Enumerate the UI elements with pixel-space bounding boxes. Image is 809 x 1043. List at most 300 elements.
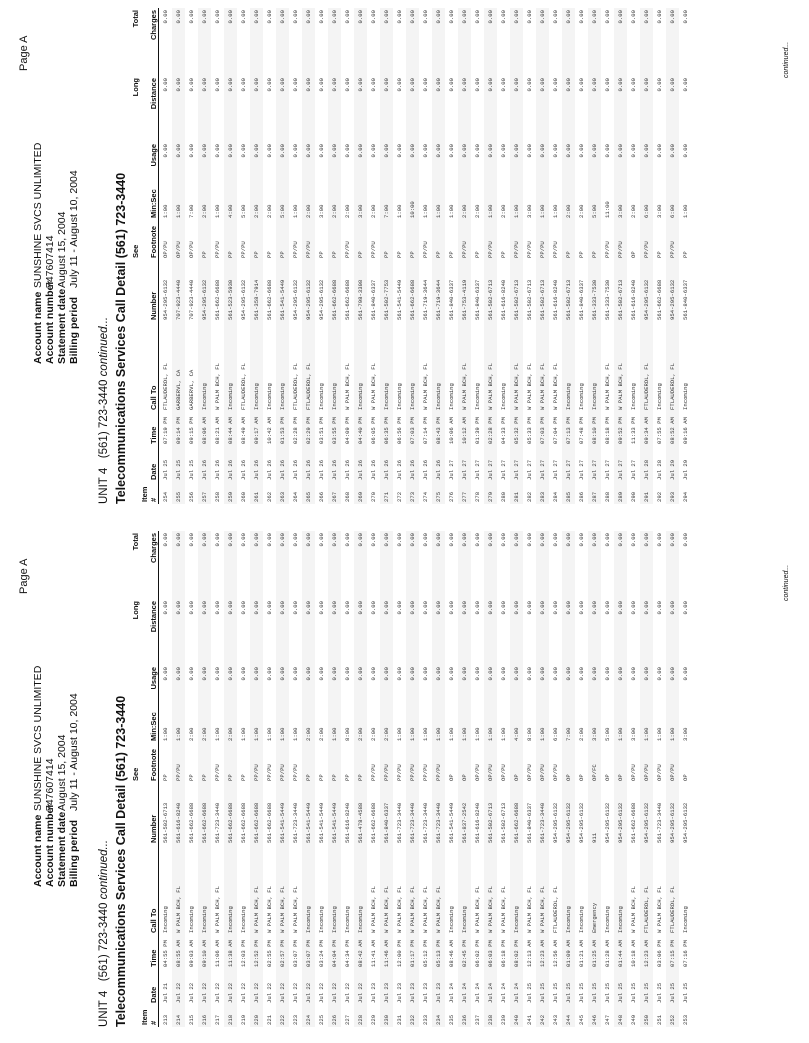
cell-number: 561-840-6337 — [682, 279, 689, 320]
cell-time: 07:48 PM — [578, 417, 585, 444]
cell-min-sec: 7:00 — [380, 184, 393, 220]
table-row — [406, 8, 419, 504]
cell-item: 232 — [406, 1005, 419, 1027]
cell-number: 954-295-6132 — [666, 783, 679, 845]
cell-date: Jul 25 — [536, 969, 549, 1005]
cell-number: 561-662-6688 — [198, 783, 211, 845]
table-row — [289, 531, 302, 1027]
cell-min-sec: 1:00 — [422, 727, 429, 741]
unit-line: (561) 723-3440 — [98, 379, 110, 459]
cell-number: 561-723-3440 — [656, 802, 663, 843]
cell-time: 10:06 AM — [448, 417, 455, 444]
cell-min-sec: 1:00 — [474, 727, 481, 741]
cell-min-sec: 1:00 — [214, 204, 221, 218]
cell-footnote: PP/PU — [536, 220, 549, 260]
cell-item: 273 — [406, 482, 419, 504]
cell-time: 09:03 AM — [188, 940, 195, 967]
cell-time: 05:12 PM — [422, 940, 429, 967]
cell-min-sec: 2:00 — [224, 707, 237, 743]
cell-min-sec: 2:00 — [354, 707, 367, 743]
account-name: SUNSHINE SVCS UNLIMITED — [32, 142, 44, 288]
header-usage: Usage — [140, 665, 159, 707]
call-rows — [159, 8, 693, 504]
cell-item: 275 — [432, 482, 445, 504]
cell-time: 08:21 AM — [214, 417, 221, 444]
table-row — [198, 8, 211, 504]
cell-call-to: W PALM BCH, FL — [422, 363, 429, 410]
cell-usage: 0.00 — [432, 142, 445, 184]
cell-number: 954-295-6132 — [318, 279, 325, 320]
cell-min-sec: 1:00 — [266, 727, 273, 741]
cell-date: Jul 27 — [588, 446, 601, 482]
cell-time: 11:46 AM — [380, 935, 393, 969]
cell-item: 239 — [500, 1014, 507, 1025]
cell-long-distance: 0.00 — [188, 78, 195, 92]
cell-number: 561-662-6688 — [328, 260, 341, 322]
cell-time: 06:56 PM — [396, 417, 403, 444]
cell-date: Jul 25 — [562, 969, 575, 1005]
cell-date: Jul 26 — [328, 446, 341, 482]
cell-footnote: OP — [630, 251, 637, 258]
cell-item: 253 — [682, 1014, 689, 1025]
cell-min-sec: 1:00 — [458, 707, 471, 743]
cell-total-charges: 0.00 — [484, 531, 497, 599]
cell-min-sec: 5:00 — [588, 184, 601, 220]
cell-long-distance: 0.00 — [198, 599, 211, 665]
cell-min-sec: 1:00 — [536, 707, 549, 743]
cell-usage: 0.00 — [224, 665, 237, 707]
cell-call-to: W PALM BCH, FL — [344, 363, 351, 410]
account-info — [32, 143, 80, 364]
cell-item: 233 — [422, 1014, 429, 1025]
cell-number: 561-662-6688 — [656, 279, 663, 320]
cell-call-to: Incoming — [656, 383, 663, 410]
cell-number: 707-923-4440 — [188, 279, 195, 320]
cell-min-sec: 1:00 — [172, 184, 185, 220]
table-row — [471, 8, 484, 504]
cell-date: Jul 26 — [292, 459, 299, 480]
cell-number: 561-502-6713 — [510, 260, 523, 322]
cell-date: Jul 25 — [614, 969, 627, 1005]
cell-time: 01:21 AM — [578, 940, 585, 967]
cell-time: 06:35 PM — [380, 412, 393, 446]
cell-time: 09:52 PM — [614, 412, 627, 446]
cell-min-sec: 6:00 — [666, 184, 679, 220]
cell-date: Jul 26 — [250, 446, 263, 482]
cell-total-charges: 0.00 — [344, 10, 351, 24]
cell-usage: 0.00 — [406, 142, 419, 184]
cell-number: 561-723-3440 — [292, 802, 299, 843]
cell-total-charges: 0.00 — [500, 10, 507, 24]
cell-total-charges: 0.00 — [630, 10, 637, 24]
cell-long-distance: 0.00 — [344, 601, 351, 615]
cell-min-sec: 1:00 — [432, 707, 445, 743]
cell-long-distance: 0.00 — [432, 76, 445, 142]
cell-usage: 0.00 — [510, 665, 523, 707]
account-number: 747607414 — [44, 235, 56, 288]
cell-number: 561-333-7530 — [604, 279, 611, 320]
cell-call-to: Incoming — [250, 322, 263, 412]
cell-date: Jul 24 — [500, 982, 507, 1003]
cell-date: Jul 27 — [630, 459, 637, 480]
cell-total-charges: 0.00 — [526, 533, 533, 547]
cell-long-distance: 0.00 — [172, 599, 185, 665]
cell-footnote: PP/PU — [432, 743, 445, 783]
cell-time: 08:46 AM — [448, 940, 455, 967]
cell-min-sec: 3:00 — [526, 204, 533, 218]
table-row — [640, 531, 653, 1027]
cell-footnote: OP/FC — [588, 743, 601, 783]
cell-call-to: W PALM BCH, FL — [370, 363, 377, 410]
cell-min-sec: 2:00 — [302, 184, 315, 220]
cell-call-to: W PALM BCH, FL — [370, 886, 377, 933]
cell-long-distance: 0.00 — [302, 76, 315, 142]
cell-item: 285 — [562, 482, 575, 504]
cell-call-to: Incoming — [682, 383, 689, 410]
cell-date: Jul 26 — [224, 446, 237, 482]
cell-min-sec: 1:00 — [448, 727, 455, 741]
table-row — [302, 531, 315, 1027]
cell-total-charges: 0.00 — [448, 533, 455, 547]
cell-call-to: Incoming — [604, 906, 611, 933]
cell-call-to: Incoming — [344, 906, 351, 933]
cell-date: Jul 27 — [552, 459, 559, 480]
table-row — [666, 531, 679, 1027]
cell-number: 561-723-3440 — [422, 802, 429, 843]
table-row — [159, 8, 173, 504]
cell-call-to: Incoming — [224, 845, 237, 935]
cell-item: 282 — [526, 491, 533, 502]
cell-usage: 0.00 — [614, 142, 627, 184]
cell-long-distance: 0.00 — [276, 76, 289, 142]
cell-min-sec: 2:00 — [198, 184, 211, 220]
cell-date: Jul 27 — [484, 446, 497, 482]
cell-date: Jul 27 — [604, 459, 611, 480]
cell-min-sec: 3:00 — [588, 707, 601, 743]
cell-total-charges: 0.00 — [458, 8, 471, 76]
cell-date: Jul 26 — [198, 446, 211, 482]
cell-total-charges: 0.00 — [380, 531, 393, 599]
cell-date: Jul 22 — [188, 982, 195, 1003]
cell-number: 561-523-5930 — [224, 260, 237, 322]
cell-total-charges: 0.00 — [500, 533, 507, 547]
cell-total-charges: 0.00 — [240, 533, 247, 547]
cell-time: 05:33 PM — [526, 417, 533, 444]
table-row — [250, 8, 263, 504]
billing-period-label: Billing period — [68, 296, 80, 364]
table-row — [640, 8, 653, 504]
cell-long-distance: 0.00 — [266, 78, 273, 92]
cell-footnote: PP — [250, 220, 263, 260]
cell-long-distance: 0.00 — [292, 78, 299, 92]
cell-date: Jul 24 — [448, 982, 455, 1003]
cell-time: 01:17 PM — [406, 935, 419, 969]
cell-date: Jul 23 — [406, 969, 419, 1005]
cell-call-to: Incoming — [474, 383, 481, 410]
cell-time: 10:12 AM — [458, 412, 471, 446]
table-row — [263, 8, 276, 504]
table-row — [172, 531, 185, 1027]
cell-usage: 0.00 — [380, 665, 393, 707]
cell-usage: 0.00 — [474, 667, 481, 681]
billing-period-label: Billing period — [68, 819, 80, 887]
cell-time: 07:03 PM — [536, 412, 549, 446]
cell-date: Jul 23 — [380, 969, 393, 1005]
cell-usage: 0.00 — [526, 667, 533, 681]
cell-min-sec: 1:00 — [656, 727, 663, 741]
cell-item: 242 — [536, 1005, 549, 1027]
cell-footnote: OP/PU — [526, 764, 533, 781]
cell-number: 561-662-6688 — [240, 802, 247, 843]
cell-long-distance: 0.00 — [474, 601, 481, 615]
cell-min-sec: 2:00 — [578, 727, 585, 741]
cell-date: Jul 26 — [370, 459, 377, 480]
cell-footnote: PP — [432, 220, 445, 260]
cell-usage: 0.00 — [630, 144, 637, 158]
table-row — [497, 8, 510, 504]
cell-number: 561-541-5449 — [302, 783, 315, 845]
cell-footnote: PP — [276, 220, 289, 260]
cell-date: Jul 26 — [396, 459, 403, 480]
cell-call-to: Incoming — [302, 845, 315, 935]
cell-footnote: PP — [224, 220, 237, 260]
table-row — [185, 8, 198, 504]
cell-min-sec: 8:00 — [526, 727, 533, 741]
table-row — [562, 8, 575, 504]
header-see: See — [131, 244, 140, 258]
cell-long-distance: 0.00 — [266, 601, 273, 615]
cell-time: 07:13 PM — [562, 412, 575, 446]
statement-date-label: Statement date — [56, 288, 68, 364]
cell-total-charges: 0.00 — [302, 8, 315, 76]
cell-date: Jul 25 — [526, 982, 533, 1003]
cell-min-sec: 1:00 — [292, 727, 299, 741]
cell-item: 216 — [198, 1005, 211, 1027]
cell-footnote: OP — [458, 743, 471, 783]
cell-long-distance: 0.00 — [432, 599, 445, 665]
cell-call-to: Incoming — [354, 322, 367, 412]
cell-date: Jul 25 — [666, 969, 679, 1005]
cell-call-to: W PALM BCH, FL — [396, 886, 403, 933]
cell-usage: 0.00 — [422, 667, 429, 681]
cell-date: Jul 22 — [328, 969, 341, 1005]
cell-footnote: PP — [162, 774, 169, 781]
cell-usage: 0.00 — [484, 142, 497, 184]
cell-time: 10:42 AM — [266, 417, 273, 444]
cell-time: 02:57 PM — [276, 935, 289, 969]
cell-time: 08:02 PM — [510, 935, 523, 969]
cell-total-charges: 0.00 — [224, 8, 237, 76]
cell-total-charges: 0.00 — [370, 533, 377, 547]
cell-usage: 0.00 — [370, 667, 377, 681]
cell-usage: 0.00 — [328, 142, 341, 184]
cell-number: 561-662-6688 — [510, 783, 523, 845]
cell-number: 561-662-6688 — [250, 783, 263, 845]
cell-footnote: PP — [474, 251, 481, 258]
cell-total-charges: 0.00 — [380, 8, 393, 76]
cell-usage: 0.00 — [474, 144, 481, 158]
cell-footnote: PP — [354, 743, 367, 783]
cell-time: 09:14 PM — [172, 412, 185, 446]
cell-footnote: PP/PU — [214, 764, 221, 781]
cell-long-distance: 0.00 — [198, 76, 211, 142]
cell-number: 561-541-5449 — [276, 260, 289, 322]
cell-number: 954-295-6132 — [552, 802, 559, 843]
cell-footnote: PP — [344, 774, 351, 781]
cell-usage: 0.00 — [214, 667, 221, 681]
cell-total-charges: 0.00 — [656, 10, 663, 24]
table-row — [666, 8, 679, 504]
cell-min-sec: 1:00 — [406, 707, 419, 743]
cell-footnote: PP/PU — [604, 241, 611, 258]
cell-long-distance: 0.00 — [250, 599, 263, 665]
cell-total-charges: 0.00 — [588, 8, 601, 76]
cell-call-to: Incoming — [198, 845, 211, 935]
cell-total-charges: 0.00 — [552, 533, 559, 547]
table-row — [458, 8, 471, 504]
cell-call-to: GARBERVL, CA — [188, 369, 195, 410]
cell-usage: 0.00 — [526, 144, 533, 158]
cell-date: Jul 22 — [354, 969, 367, 1005]
cell-date: Jul 22 — [240, 982, 247, 1003]
cell-date: Jul 25 — [578, 982, 585, 1003]
cell-long-distance: 0.00 — [510, 599, 523, 665]
table-row — [263, 531, 276, 1027]
cell-total-charges: 0.00 — [276, 8, 289, 76]
cell-long-distance: 0.00 — [172, 76, 185, 142]
cell-footnote: PP/PU — [292, 241, 299, 258]
table-row — [224, 531, 237, 1027]
table-row — [289, 8, 302, 504]
cell-usage: 0.00 — [614, 665, 627, 707]
cell-min-sec: 2:00 — [458, 184, 471, 220]
cell-usage: 0.00 — [224, 142, 237, 184]
cell-date: Jul 22 — [172, 969, 185, 1005]
cell-long-distance: 0.00 — [536, 76, 549, 142]
cell-footnote: PP/PU — [276, 743, 289, 783]
cell-long-distance: 0.00 — [578, 601, 585, 615]
cell-long-distance: 0.00 — [552, 601, 559, 615]
cell-number: 954-295-6132 — [640, 260, 653, 322]
cell-item: 288 — [604, 491, 611, 502]
cell-usage: 0.00 — [328, 665, 341, 707]
cell-call-to: Incoming — [240, 906, 247, 933]
cell-usage: 0.00 — [292, 144, 299, 158]
cell-date: Jul 22 — [266, 982, 273, 1003]
cell-total-charges: 0.00 — [458, 531, 471, 599]
cell-number: 561-662-6688 — [266, 802, 273, 843]
cell-call-to: Emergency — [588, 845, 601, 935]
cell-total-charges: 0.00 — [422, 10, 429, 24]
cell-usage: 0.00 — [448, 667, 455, 681]
cell-min-sec: 3:00 — [682, 727, 689, 741]
header-date: Date — [140, 446, 159, 482]
cell-total-charges: 0.00 — [224, 531, 237, 599]
cell-footnote: OP/PU — [536, 743, 549, 783]
cell-total-charges: 0.00 — [276, 531, 289, 599]
cell-total-charges: 0.00 — [432, 8, 445, 76]
table-row — [393, 8, 406, 504]
cell-usage: 0.00 — [682, 667, 689, 681]
cell-item: 255 — [172, 482, 185, 504]
table-row — [588, 8, 601, 504]
cell-number: 561-840-6337 — [526, 802, 533, 843]
cell-min-sec: 2:00 — [380, 707, 393, 743]
cell-long-distance: 0.00 — [474, 78, 481, 92]
cell-number: 561-798-3308 — [354, 260, 367, 322]
cell-time: 04:34 PM — [344, 940, 351, 967]
cell-call-to: Incoming — [396, 383, 403, 410]
cell-item: 262 — [266, 491, 273, 502]
cell-number: 954-295-6132 — [640, 783, 653, 845]
table-row — [523, 8, 536, 504]
table-row — [497, 531, 510, 1027]
cell-number: 561-840-6337 — [578, 279, 585, 320]
cell-time: 02:28 PM — [484, 412, 497, 446]
cell-footnote: PP — [188, 774, 195, 781]
cell-total-charges: 0.00 — [198, 8, 211, 76]
cell-call-to: Incoming — [588, 322, 601, 412]
cell-time: 08:49 AM — [240, 417, 247, 444]
table-row — [198, 531, 211, 1027]
cell-footnote: OP — [510, 743, 523, 783]
header-see: See — [131, 767, 140, 781]
cell-item: 238 — [484, 1005, 497, 1027]
cell-usage: 0.00 — [578, 144, 585, 158]
cell-footnote: OP — [562, 743, 575, 783]
cell-usage: 0.00 — [484, 665, 497, 707]
cell-item: 228 — [354, 1005, 367, 1027]
table-row — [653, 8, 666, 504]
table-row — [627, 531, 640, 1027]
cell-call-to: Incoming — [406, 322, 419, 412]
cell-footnote: PP/PU — [458, 220, 471, 260]
cell-number: 561-723-3440 — [396, 802, 403, 843]
cell-time: 08:52 AM — [666, 412, 679, 446]
cell-time: 12:23 AM — [536, 935, 549, 969]
table-row — [471, 531, 484, 1027]
cell-date: Jul 29 — [666, 446, 679, 482]
cell-usage: 0.00 — [354, 142, 367, 184]
cell-long-distance: 0.00 — [682, 78, 689, 92]
cell-long-distance: 0.00 — [614, 599, 627, 665]
cell-footnote: PP — [266, 251, 273, 258]
cell-long-distance: 0.00 — [614, 76, 627, 142]
cell-footnote: OP — [614, 743, 627, 783]
account-number-label: Account number — [44, 280, 56, 364]
cell-usage: 0.00 — [370, 144, 377, 158]
cell-time: 01:44 AM — [614, 935, 627, 969]
cell-long-distance: 0.00 — [406, 76, 419, 142]
cell-number: 561-662-6688 — [266, 279, 273, 320]
cell-min-sec: 2:00 — [318, 727, 325, 741]
cell-footnote: PP — [448, 251, 455, 258]
cell-number: 561-616-8240 — [172, 783, 185, 845]
cell-number: 561-502-6713 — [162, 802, 169, 843]
cell-footnote: PP/PU — [510, 220, 523, 260]
cell-date: Jul 23 — [396, 982, 403, 1003]
cell-time: 03:51 PM — [318, 417, 325, 444]
cell-item: 280 — [500, 491, 507, 502]
cell-call-to: W PALM BCH, FL — [266, 886, 273, 933]
cell-number: 954-295-6132 — [198, 260, 211, 322]
table-row — [367, 8, 380, 504]
cell-usage: 0.00 — [396, 667, 403, 681]
cell-date: Jul 25 — [640, 969, 653, 1005]
cell-time: 01:09 AM — [562, 935, 575, 969]
cell-number: 954-295-6132 — [162, 279, 169, 320]
cell-min-sec: 1:00 — [552, 204, 559, 218]
